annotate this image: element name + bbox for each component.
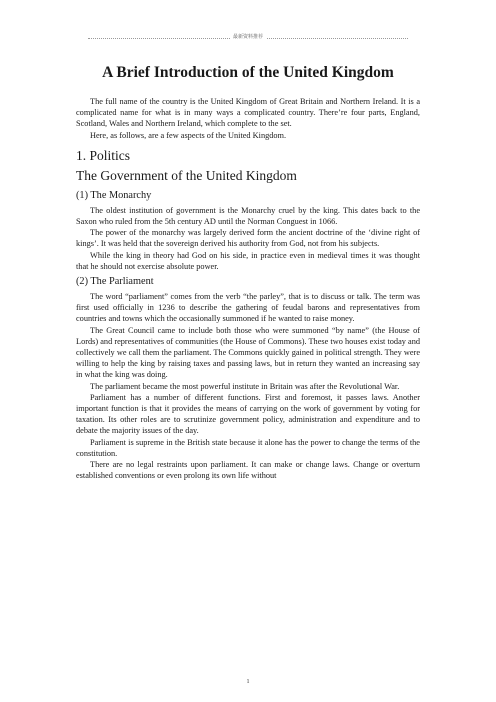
intro-paragraph: Here, as follows, are a few aspects of the United Kingdom.	[90, 130, 287, 140]
monarchy-paragraph: While the king in theory had God on his side, in practice even in medieval times it was thought that he should not exercise absolute power.	[76, 250, 420, 271]
running-header	[0, 33, 496, 40]
parliament-paragraph: The word “parliament” comes from the verb “the parley”, that is to discuss or talk. The term was first used officially in 1236 to describe the gathering of feudal barons and representatives from countries and towns which the occasionally summoned if he wanted to raise money.	[76, 292, 420, 324]
subsection-heading-parliament: (2) The Parliament	[76, 276, 154, 288]
running-header-label: 最新资料推荐	[230, 35, 266, 40]
subsection-heading-monarchy: (1) The Monarchy	[76, 189, 152, 201]
monarchy-paragraph: The oldest institution of government is the Monarchy cruel by the king. This dates back to the Saxon who ruled from the 5th century AD until the Norman Conguest in 1066.	[76, 205, 420, 227]
intro-paragraph: The full name of the country is the United Kingdom of Great Britain and Northern Ireland. It is a complicated name for what is in many ways a complicated country. There’re four parts, England, Scotland, Wales and Northern Ireland, which complete to the set.	[76, 97, 420, 129]
monarchy-paragraph: The power of the monarchy was largely derived form the ancient doctrine of the ‘divine right of kings’. It was held that the sovereign derived his authority from God, not from his subjects.	[76, 228, 420, 249]
document-body	[76, 64, 420, 481]
parliament-paragraph: Parliament is supreme in the British state because it alone has the power to change the terms of the constitution.	[76, 437, 420, 458]
parliament-paragraph: There are no legal restraints upon parliament. It can make or change laws. Change or overturn established conventions or even prolong its own life without	[76, 460, 420, 481]
section-heading-politics: 1. Politics	[76, 147, 131, 163]
parliament-paragraph: Parliament has a number of different functions. First and foremost, it passes laws. Another important function is that it provides the means of carrying on the work of government by voting for taxation. Its other roles are to scrutinize government policy, administration and expenditure and to debate the majority issues of the day.	[76, 392, 420, 436]
section-heading-government: The Government of the United Kingdom	[76, 167, 297, 183]
page-number: 1	[246, 679, 250, 685]
document-title: A Brief Introduction of the United Kingdom	[102, 64, 394, 81]
parliament-paragraph: The Great Council came to include both those who were summoned “by name” (the House of Lords) and representatives of communities (the House of Commons). These two houses exist today and collectively we call them the parliament. The Commons quickly gained in political strength. They were willing to help the king by raising taxes and passing laws, but in return they wanted an increasing say in what the king was doing.	[76, 325, 420, 380]
parliament-paragraph: The parliament became the most powerful institute in Britain was after the Revolutional War.	[90, 381, 400, 391]
